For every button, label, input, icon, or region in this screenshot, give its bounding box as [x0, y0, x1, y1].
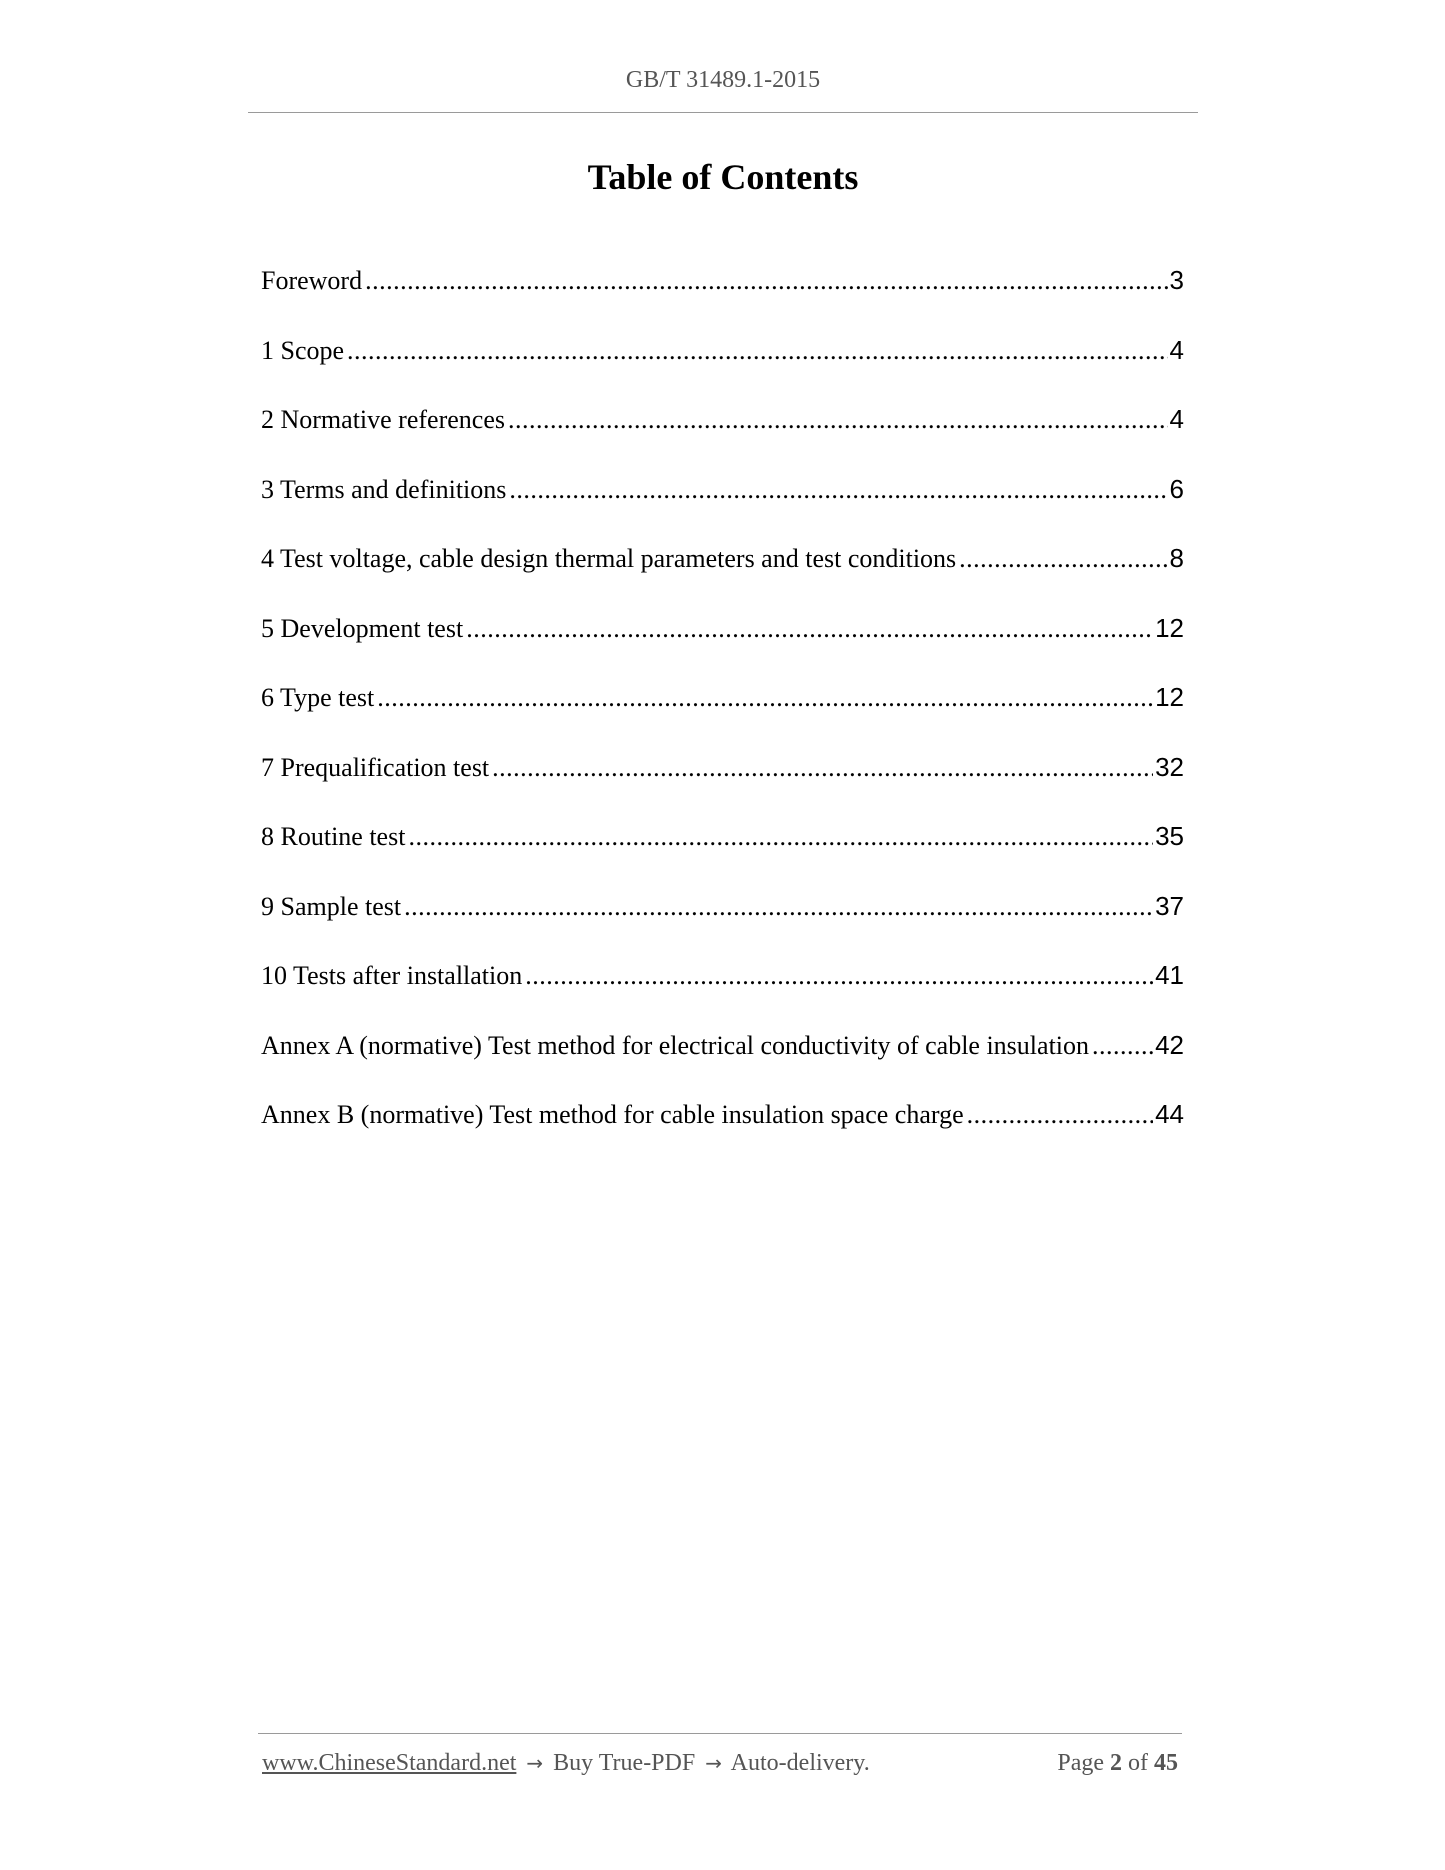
toc-entry-terms-and-definitions[interactable] — [261, 467, 1184, 537]
dot-leader — [959, 537, 1167, 581]
toc-entry-page: 32 — [1155, 751, 1184, 782]
dot-leader — [404, 885, 1153, 929]
toc-entry-annex-b[interactable] — [261, 1092, 1184, 1162]
toc-entry-label: 6 Type test — [261, 683, 375, 712]
footer-step-buy: Buy True-PDF — [553, 1750, 696, 1776]
toc-entry-foreword[interactable] — [261, 258, 1184, 328]
current-page: 2 — [1110, 1750, 1122, 1776]
toc-entry-label: Foreword — [261, 266, 363, 295]
dot-leader — [377, 676, 1153, 720]
toc-entry-page: 41 — [1155, 960, 1184, 990]
toc-entry-page: 44 — [1155, 1099, 1184, 1129]
toc-entry-label: 10 Tests after installation — [261, 961, 523, 990]
page-number — [1057, 1750, 1178, 1777]
of-word: of — [1128, 1750, 1148, 1776]
toc-entry-page: 37 — [1155, 890, 1184, 921]
toc-entry-page: 35 — [1155, 821, 1184, 851]
dot-leader — [525, 954, 1153, 998]
website-link[interactable]: www.ChineseStandard.net — [262, 1750, 517, 1776]
footer-tagline — [262, 1750, 870, 1777]
toc-entry-page: 6 — [1169, 473, 1184, 504]
toc-entry-label: Annex B (normative) Test method for cable insulation space charge — [261, 1100, 964, 1129]
dot-leader — [492, 746, 1153, 790]
arrow-right-icon: → — [705, 1751, 722, 1775]
toc-entry-sample-test[interactable] — [261, 884, 1184, 954]
toc-entry-label: 3 Terms and definitions — [261, 474, 507, 504]
toc-entry-routine-test[interactable] — [261, 814, 1184, 884]
toc-entry-annex-a[interactable] — [261, 1023, 1184, 1093]
toc-entry-page: 4 — [1169, 404, 1184, 434]
toc-entry-page: 8 — [1169, 543, 1184, 573]
toc-entry-label: 2 Normative references — [261, 405, 505, 434]
dot-leader — [967, 1093, 1153, 1137]
toc-entry-page: 42 — [1155, 1029, 1184, 1060]
toc-entry-development-test[interactable] — [261, 606, 1184, 676]
dot-leader — [508, 398, 1168, 442]
toc-entry-normative-references[interactable] — [261, 397, 1184, 467]
dot-leader — [365, 259, 1167, 303]
toc-entry-label: 7 Prequalification test — [261, 752, 490, 782]
toc-entry-page: 3 — [1169, 265, 1184, 295]
toc-entry-type-test[interactable] — [261, 675, 1184, 745]
page-footer — [258, 1733, 1182, 1784]
arrow-right-icon: → — [526, 1751, 544, 1775]
toc-entry-label: 8 Routine test — [261, 822, 406, 851]
toc-entry-label: 5 Development test — [261, 613, 464, 643]
total-pages: 45 — [1154, 1750, 1178, 1776]
table-of-contents — [261, 258, 1184, 1162]
page-header — [248, 64, 1198, 113]
dot-leader — [509, 468, 1167, 512]
toc-entry-label: 9 Sample test — [261, 891, 402, 921]
footer-step-delivery: Auto-delivery. — [730, 1750, 870, 1776]
toc-entry-page: 4 — [1169, 334, 1184, 365]
toc-entry-page: 12 — [1155, 682, 1184, 712]
page-title: Table of Contents — [587, 157, 859, 197]
document-code: GB/T 31489.1-2015 — [625, 67, 821, 93]
toc-entry-page: 12 — [1155, 612, 1184, 643]
dot-leader — [408, 815, 1153, 859]
toc-entry-label: Annex A (normative) Test method for electrical conductivity of cable insulation — [261, 1030, 1090, 1060]
toc-entry-label: 1 Scope — [261, 335, 345, 365]
dot-leader — [1092, 1024, 1153, 1068]
toc-entry-tests-after-installation[interactable] — [261, 953, 1184, 1023]
toc-entry-prequalification-test[interactable] — [261, 745, 1184, 815]
dot-leader — [466, 607, 1153, 651]
dot-leader — [347, 329, 1167, 373]
page-word: Page — [1057, 1750, 1104, 1776]
toc-entry-label: 4 Test voltage, cable design thermal parameters and test conditions — [261, 544, 957, 573]
toc-entry-test-voltage[interactable] — [261, 536, 1184, 606]
toc-entry-scope[interactable] — [261, 328, 1184, 398]
